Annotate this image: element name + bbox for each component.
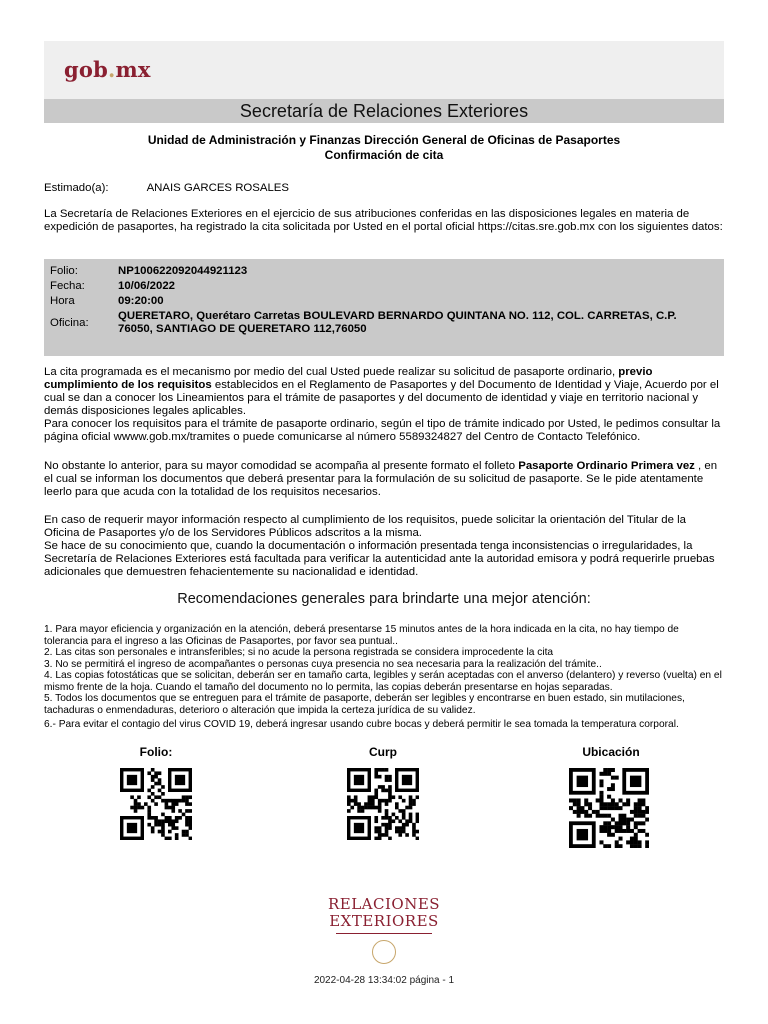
relaciones-exteriores-logo xyxy=(324,896,444,964)
fecha-label: Fecha: xyxy=(50,280,85,292)
folio-label: Folio: xyxy=(50,265,78,277)
list-item: 5. Todos los documentos que se entreguen para el trámite de pasaporte, deberán ser legibles y encontrarse en buen estado, sin mutilaciones, tachaduras o enmendaduras, deterioro o alteración que impida la certeza jurídica de su validez. xyxy=(44,693,685,716)
qr-code-folio-icon xyxy=(120,768,192,840)
emblem-line1: RELACIONES xyxy=(327,895,441,913)
requirements-paragraph xyxy=(44,366,724,444)
header-band xyxy=(44,41,724,99)
logo-dot: . xyxy=(107,57,116,82)
oficina-row xyxy=(50,310,720,340)
brochure-paragraph xyxy=(44,460,724,499)
para1-bold: previo cumplimiento de los requisitos xyxy=(44,366,653,391)
logo-main: gob xyxy=(64,57,108,82)
list-item: 1. Para mayor eficiencia y organización en la atención, deberá presentarse 15 minutos antes de la hora indicada en la cita, no hay tiempo de tolerancia para el ingreso a las Oficinas de Pasaportes, por favor sea puntual.. xyxy=(44,624,679,647)
qr-ubicacion-svg xyxy=(569,768,649,848)
footer-timestamp: 2022-04-28 13:34:02 página - 1 xyxy=(313,975,455,986)
document-subtitle: Confirmación de cita xyxy=(324,148,444,162)
greeting-label: Estimado(a): xyxy=(44,182,109,194)
folio-value: NP100622092044921123 xyxy=(118,265,248,277)
department-subtitle: Unidad de Administración y Finanzas Dirección General de Oficinas de Pasaportes xyxy=(147,133,621,147)
greeting xyxy=(44,182,724,195)
qr-curp-label: Curp xyxy=(369,745,397,759)
qr-curp-svg xyxy=(347,768,419,840)
recommendations-list xyxy=(44,624,724,731)
para2-bold: Pasaporte Ordinario Primera vez xyxy=(518,460,695,472)
oficina-label: Oficina: xyxy=(50,317,89,329)
qr-folio-label: Folio: xyxy=(139,745,173,759)
page-title: Secretaría de Relaciones Exteriores xyxy=(44,99,724,123)
para3-text-a: En caso de requerir mayor información respecto al cumplimiento de los requisitos, puede solicitar la orientación del Titular de la Oficina de Pasaportes y/o de los Servidores Públicos adscritos a la misma. xyxy=(44,514,686,539)
national-seal-icon xyxy=(372,940,396,964)
fecha-value: 10/06/2022 xyxy=(118,280,176,292)
emblem-line2: EXTERIORES xyxy=(329,912,439,930)
para1-text-a: La cita programada es el mecanismo por medio del cual Usted puede realizar su solicitud de pasaporte ordinario, xyxy=(44,366,619,378)
gob-mx-logo[interactable] xyxy=(64,57,151,82)
emblem-rule xyxy=(336,933,432,934)
list-item: 3. No se permitirá el ingreso de acompañantes o personas cuya presencia no sea necesaria para la realización del trámite.. xyxy=(44,658,602,670)
para2-text-a: No obstante lo anterior, para su mayor comodidad se acompaña al presente formato el folleto xyxy=(44,460,519,472)
hora-value: 09:20:00 xyxy=(118,295,164,307)
intro-paragraph: La Secretaría de Relaciones Exteriores en el ejercicio de sus atribuciones conferidas en las disposiciones legales en materia de expedición de pasaportes, ha registrado la cita solicitada por Usted en el portal oficial https://citas.sre.gob.mx con los siguientes datos: xyxy=(44,208,723,233)
list-item: 6.- Para evitar el contagio del virus COVID 19, deberá ingresar usando cubre bocas y deberá permitir le sea tomada la temperatura corporal. xyxy=(44,719,679,730)
list-item: 2. Las citas son personales e intransferibles; si no acude la persona registrada se considera improcedente la cita xyxy=(44,647,554,658)
qr-code-curp-icon xyxy=(347,768,419,840)
qr-folio-svg xyxy=(120,768,192,840)
appointment-details xyxy=(44,259,724,356)
para3-text-b: Se hace de su conocimiento que, cuando la documentación o información presentada tenga inconsistencias o irregularidades, la Secretaría de Relaciones Exteriores está facultada para verificar la autenticidad ante la autoridad emisora y podrá requerirle pruebas adicionales que demuestren fehacientemente su nacionalidad e identidad. xyxy=(44,540,715,578)
para1-text-c: establecidos en el Reglamento de Pasaportes y del Documento de Identidad y Viaje, Acuerdo por el cual se dan a conocer los Lineamientos para el trámite de pasaportes y del documento de identidad y viaje en territorio nacional y demás disposiciones legales aplicables. xyxy=(44,379,719,417)
qr-ubicacion-label: Ubicación xyxy=(582,745,640,759)
recommendations-title: Recomendaciones generales para brindarte una mejor atención: xyxy=(177,591,591,607)
recipient-name: ANAIS GARCES ROSALES xyxy=(146,182,290,194)
hora-label: Hora xyxy=(50,295,75,307)
list-item: 4. Las copias fotostáticas que se solicitan, deberán ser en tamaño carta, legibles y serán aceptadas con el anverso (delantero) y reverso (vuelta) en el mismo frente de la hoja. Cuando el tamaño del documento no lo permita, las copias deberán presentarse en hojas separadas. xyxy=(44,670,722,693)
oficina-value: QUERETARO, Querétaro Carretas BOULEVARD BERNARDO QUINTANA NO. 112, COL. CARRETAS, C.P. 76050, SANTIAGO DE QUERETARO 112,76050 xyxy=(118,310,677,335)
para2-text-c: , en el cual se informan los documentos que deberá presentar para la formulación de su solicitud de pasaporte. Se le pide atentamente leerlo para que acuda con la totalidad de los requisitos necesarios. xyxy=(44,460,718,498)
qr-code-ubicacion-icon xyxy=(569,768,649,848)
logo-ext: mx xyxy=(115,57,151,82)
para1-text-d: Para conocer los requisitos para el trámite de pasaporte ordinario, según el tipo de trámite indicado por Usted, le pedimos consultar la página oficial wwww.gob.mx/tramites o puede comunicarse al número 5589324827 del Centro de Contacto Telefónico. xyxy=(44,418,721,443)
verification-paragraph xyxy=(44,514,724,579)
